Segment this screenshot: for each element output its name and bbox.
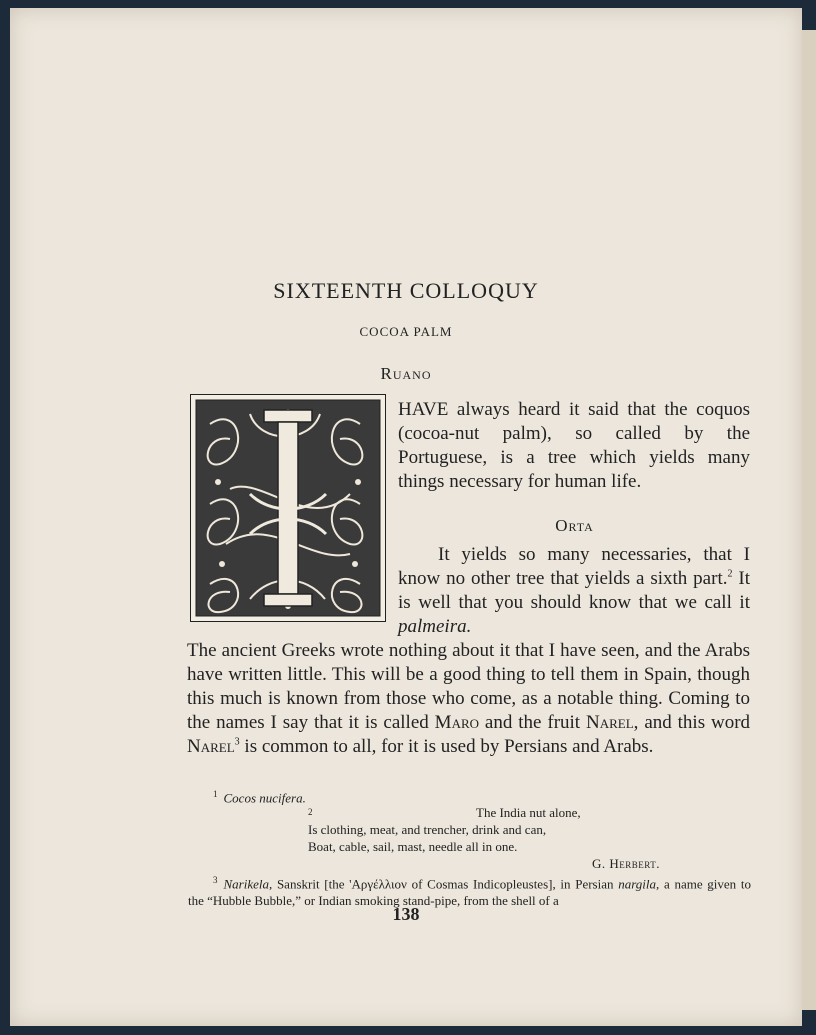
footnote-2-poem (308, 804, 668, 872)
narel-term-2: Narel (187, 736, 235, 757)
book-page (10, 8, 802, 1026)
poem-attribution: G. Herbert. (592, 856, 660, 871)
page-edge (800, 30, 816, 1010)
orta-text-c: The ancient Greeks wrote nothing about it that I have seen, and the Arabs have written little. This will be a good thing to tell them in Spain, though this much is known from those who come, as a notable thing. Coming to the names I say that it is called (187, 640, 750, 733)
footnote-3-text-a: Sanskrit [the 'Αργέλλιον of Cosmas Indicopleustes], in Persian (276, 876, 614, 892)
chapter-title: SIXTEENTH COLLOQUY (273, 278, 539, 303)
footnote-2-number: 2 (308, 807, 313, 817)
orta-text-d: and the fruit (484, 712, 581, 733)
footnote-ref-3: 3 (234, 736, 240, 748)
orta-text-b: It is well that you should know that we call it (398, 568, 750, 613)
footnote-3-text-b: a name given to the “Hubble Bubble,” or Indian smoking stand-pipe, from the shell of a (188, 876, 751, 909)
poem-line-3: Boat, cable, sail, mast, needle all in one. (308, 839, 518, 854)
speaker-ruano: Ruano (380, 364, 432, 383)
orta-paragraph-continued (187, 639, 750, 759)
page-number: 138 (392, 904, 420, 924)
orta-text-e: and this word (644, 712, 751, 733)
footnote-1-text: Cocos nucifera. (223, 790, 306, 806)
maro-term: Maro (434, 712, 480, 733)
palmeira-term: palmeira. (398, 616, 472, 637)
orta-text-f: is common to all, for it is used by Persians and Arabs. (244, 736, 654, 757)
chapter-subtitle: COCOA PALM (359, 324, 453, 339)
footnote-1 (213, 786, 306, 806)
footnote-3-name: Narikela, (223, 876, 273, 892)
footnote-3-nargila: nargila, (618, 876, 660, 892)
ruano-paragraph: HAVE always heard it said that the coquos (cocoa-nut palm), so called by the Portuguese, is a tree which yields many things necessary for human life. (398, 399, 750, 492)
narel-term: Narel, (585, 712, 639, 733)
poem-line-1 (308, 804, 668, 821)
footnote-1-number: 1 (213, 789, 218, 799)
orta-paragraph-start (398, 543, 750, 639)
footnote-ref-2: 2 (727, 568, 733, 580)
speaker-orta: Orta (555, 516, 594, 535)
poem-line-1-text: The India nut alone, (476, 805, 581, 820)
poem-line-2: Is clothing, meat, and trencher, drink and can, (308, 822, 547, 837)
footnote-3-number: 3 (213, 875, 218, 885)
orta-text-a: It yields so many necessaries, that I know no other tree that yields a sixth part. (398, 544, 750, 589)
ornamental-dropcap-i (190, 394, 386, 622)
